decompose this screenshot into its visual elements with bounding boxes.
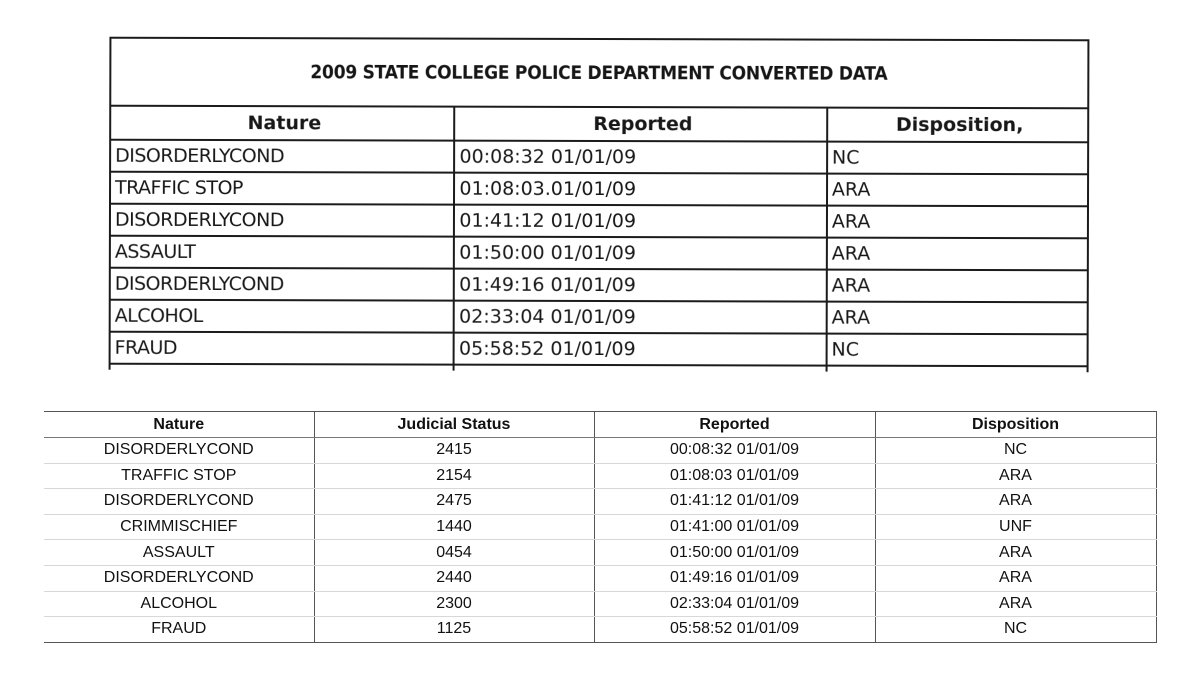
scanned-header-reported: Reported [455,108,828,142]
scanned-cell-disposition: NC [827,334,1088,367]
scanned-cell-nature: ASSAULT [110,236,454,269]
scanned-cell-nature: DISORDERLYCOND [110,204,454,237]
converted-cell-disposition: ARA [875,565,1156,591]
scanned-table-title: 2009 STATE COLLEGE POLICE DEPARTMENT CONVERTED DATA [310,61,888,85]
scanned-cell-disposition: ARA [827,302,1088,335]
converted-cell-reported: 01:49:16 01/01/09 [594,565,875,591]
converted-row [44,489,1156,515]
converted-cell-disposition: NC [875,617,1156,643]
converted-row [44,514,1156,540]
scanned-cut-cell [826,366,1087,373]
scanned-row [110,204,1088,239]
converted-cell-nature: TRAFFIC STOP [44,463,314,489]
scanned-cell-disposition: ARA [827,270,1088,303]
scanned-title-box [109,37,1089,110]
converted-cell-judicial-status: 1125 [314,617,594,643]
scanned-cell-reported: 05:58:52 01/01/09 [454,333,827,366]
converted-cell-reported: 05:58:52 01/01/09 [594,617,875,643]
converted-cell-reported: 01:41:00 01/01/09 [594,514,875,540]
scanned-row-cut-off [110,364,1088,373]
scanned-cell-reported: 01:49:16 01/01/09 [454,269,827,302]
converted-cell-nature: DISORDERLYCOND [44,565,314,591]
converted-cell-judicial-status: 0454 [314,540,594,566]
converted-row [44,438,1156,464]
converted-row [44,540,1156,566]
converted-cell-nature: FRAUD [44,617,314,643]
converted-header-nature: Nature [44,412,314,438]
converted-cell-nature: ASSAULT [44,540,314,566]
scanned-row [110,300,1088,335]
scanned-table [109,107,1090,373]
converted-cell-disposition: ARA [875,591,1156,617]
scanned-row [110,140,1088,175]
scanned-header-disposition: Disposition, [827,109,1088,143]
scanned-cell-disposition: ARA [827,174,1088,207]
converted-cell-judicial-status: 2154 [314,463,594,489]
converted-cell-nature: ALCOHOL [44,591,314,617]
scanned-cell-disposition: ARA [827,238,1088,271]
scanned-row [110,332,1088,367]
converted-cell-disposition: ARA [875,463,1156,489]
converted-cell-judicial-status: 1440 [314,514,594,540]
scanned-cell-nature: ALCOHOL [110,300,454,333]
converted-header-reported: Reported [594,412,875,438]
converted-cell-nature: DISORDERLYCOND [44,438,314,464]
converted-table [44,411,1157,643]
converted-cell-disposition: ARA [875,540,1156,566]
scanned-cell-reported: 01:41:12 01/01/09 [454,205,827,238]
scanned-cell-nature: TRAFFIC STOP [110,172,454,205]
converted-row [44,565,1156,591]
converted-cell-reported: 01:08:03 01/01/09 [594,463,875,489]
scanned-cut-cell [110,364,454,371]
scanned-cell-nature: DISORDERLYCOND [110,140,454,173]
scanned-cell-reported: 00:08:32 01/01/09 [454,141,827,174]
converted-row [44,463,1156,489]
converted-cell-reported: 00:08:32 01/01/09 [594,438,875,464]
converted-cell-nature: CRIMMISCHIEF [44,514,314,540]
scanned-header-row [110,107,1088,143]
scanned-cell-reported: 01:08:03.01/01/09 [454,173,827,206]
converted-row [44,591,1156,617]
converted-cell-judicial-status: 2300 [314,591,594,617]
scanned-cell-reported: 02:33:04 01/01/09 [454,301,827,334]
scanned-cell-nature: FRAUD [110,332,454,365]
scanned-cell-disposition: ARA [827,206,1088,239]
converted-cell-reported: 02:33:04 01/01/09 [594,591,875,617]
converted-header-disposition: Disposition [875,412,1156,438]
converted-cell-judicial-status: 2440 [314,565,594,591]
scanned-cell-nature: DISORDERLYCOND [110,268,454,301]
scanned-cut-cell [454,365,827,372]
converted-cell-reported: 01:41:12 01/01/09 [594,489,875,515]
scanned-cell-disposition: NC [827,142,1088,175]
converted-cell-judicial-status: 2415 [314,438,594,464]
converted-cell-disposition: UNF [875,514,1156,540]
converted-cell-nature: DISORDERLYCOND [44,489,314,515]
converted-header-judicial-status: Judicial Status [314,412,594,438]
converted-cell-judicial-status: 2475 [314,489,594,515]
scanned-row [110,172,1088,207]
scanned-document [109,37,1090,373]
scanned-header-nature: Nature [110,107,454,141]
scanned-row [110,236,1088,271]
scanned-cell-reported: 01:50:00 01/01/09 [454,237,827,270]
converted-cell-disposition: NC [875,438,1156,464]
converted-cell-reported: 01:50:00 01/01/09 [594,540,875,566]
converted-header-row [44,412,1156,438]
converted-cell-disposition: ARA [875,489,1156,515]
scanned-row [110,268,1088,303]
converted-row [44,617,1156,643]
